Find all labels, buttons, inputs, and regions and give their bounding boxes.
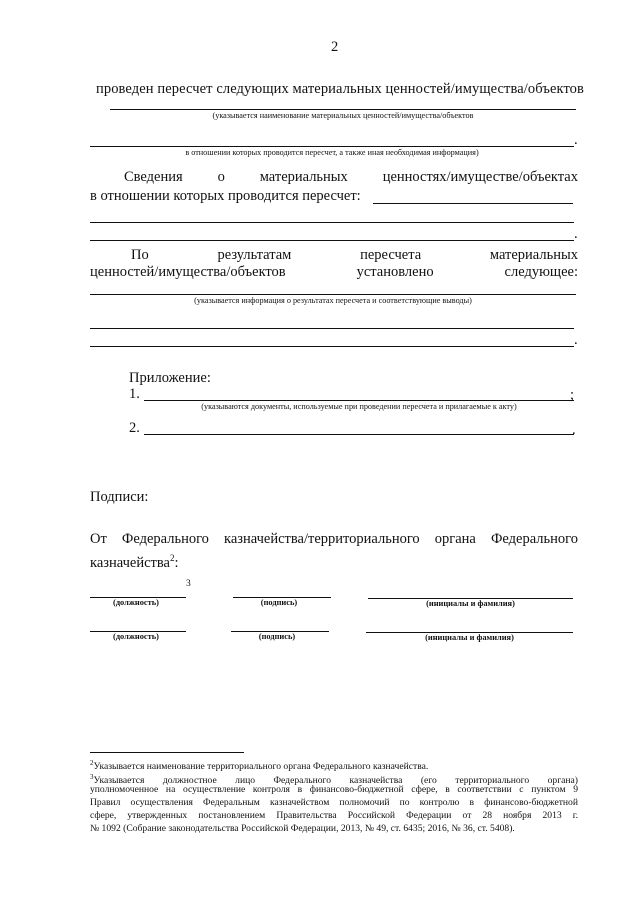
attachment-item-1-number: 1. [129, 386, 140, 402]
signatures-word: органа [434, 531, 476, 547]
footnote-2-mark: 2 [90, 759, 94, 767]
intro-fill-line-1 [110, 109, 576, 110]
signatures-from-line-1 [90, 530, 578, 548]
results-fill-line-1 [90, 328, 574, 329]
footnote-3-mark: 3 [90, 773, 94, 781]
name-caption-1: (инициалы и фамилия) [426, 599, 515, 608]
signature-caption-2: (подпись) [258, 632, 296, 641]
intro-dot: . [574, 132, 578, 148]
results-dot: . [574, 332, 578, 348]
info-word: Сведения [124, 169, 183, 185]
name-caption-2: (инициалы и фамилия) [425, 633, 514, 642]
signatures-from-colon: : [174, 554, 179, 571]
signatures-title: Подписи: [90, 489, 149, 505]
results-word: следующее: [504, 264, 578, 280]
info-fill-line-2 [90, 240, 574, 241]
info-dot: . [574, 226, 578, 242]
results-word: По [131, 247, 149, 263]
info-word: материальных [259, 169, 348, 185]
intro-caption-1: (указывается наименование материальных ценностей/имущества/объектов [212, 111, 474, 120]
intro-caption-2: в отношении которых проводится пересчет, а также иная необходимая информация) [185, 148, 479, 157]
results-word: установлено [356, 264, 434, 280]
attachment-item-2-number: 2. [129, 420, 140, 436]
signatures-word: Федерального [490, 531, 578, 547]
attachment-title: Приложение: [129, 370, 211, 386]
attachment-item-1-caption: (указываются документы, используемые при проведении пересчета и прилагаемые к акту) [201, 402, 517, 411]
results-fill-line-0 [90, 294, 576, 295]
results-line-2 [90, 263, 578, 281]
signatures-from-text: казначейства [90, 554, 170, 571]
signatures-word: казначейства/территориального [224, 531, 420, 547]
results-word: ценностей/имущества/объектов [90, 264, 286, 280]
footnote-ref-2: 2 [169, 553, 175, 563]
info-fill-line-0 [373, 203, 573, 204]
position-caption-1: (должность) [113, 598, 159, 607]
info-word: ценностях/имуществе/объектах [382, 169, 578, 185]
footnote-separator [90, 752, 244, 753]
info-line-1 [124, 168, 578, 186]
info-word: о [217, 169, 225, 185]
signatures-word: От [90, 531, 107, 547]
footnote-3-line-2: уполномоченное на осуществление контроля в финансово-бюджетной сфере, в соответствии с пунктом 9 [90, 784, 578, 795]
attachment-item-2-end: . [572, 422, 576, 438]
page-number: 2 [331, 39, 339, 55]
results-word: материальных [489, 247, 578, 263]
footnote-3-line-3: Правил осуществления Федеральным казначейством полномочий по контролю в финансово-бюджетной [90, 797, 578, 808]
signatures-from-line-2 [90, 549, 179, 572]
results-caption: (указывается информация о результатах пересчета и соответствующие выводы) [194, 296, 472, 305]
position-caption-2: (должность) [113, 632, 159, 641]
attachment-item-1-end: ; [570, 387, 575, 403]
footnote-ref-3: 3 [186, 579, 191, 589]
results-line-1 [131, 246, 578, 264]
attachment-item-2-line [144, 434, 574, 435]
intro-fill-line-2 [90, 146, 574, 147]
signature-caption-1: (подпись) [260, 598, 298, 607]
results-word: результатам [217, 247, 292, 263]
footnote-2-text: Указывается наименование территориального органа Федерального казначейства. [93, 761, 429, 773]
footnote-3-line-5: № 1092 (Собрание законодательства Российской Федерации, 2013, № 49, ст. 6435; 2016, № 36, ст. 5408). [90, 823, 515, 834]
results-fill-line-2 [90, 346, 574, 347]
footnote-3-text: Указывается должностное лицо Федерального казначейства (его территориального органа) [93, 775, 578, 787]
results-word: пересчета [360, 247, 422, 263]
info-line-2: в отношении которых проводится пересчет: [90, 188, 361, 204]
intro-text: проведен пересчет следующих материальных ценностей/имущества/объектов [96, 81, 584, 97]
attachment-item-1-line [144, 400, 574, 401]
footnote-3-line-4: сфере, утвержденных постановлением Правительства Российской Федерации от 28 ноября 2013 г. [90, 810, 578, 821]
signatures-word: Федерального [121, 531, 209, 547]
info-fill-line-1 [90, 222, 574, 223]
